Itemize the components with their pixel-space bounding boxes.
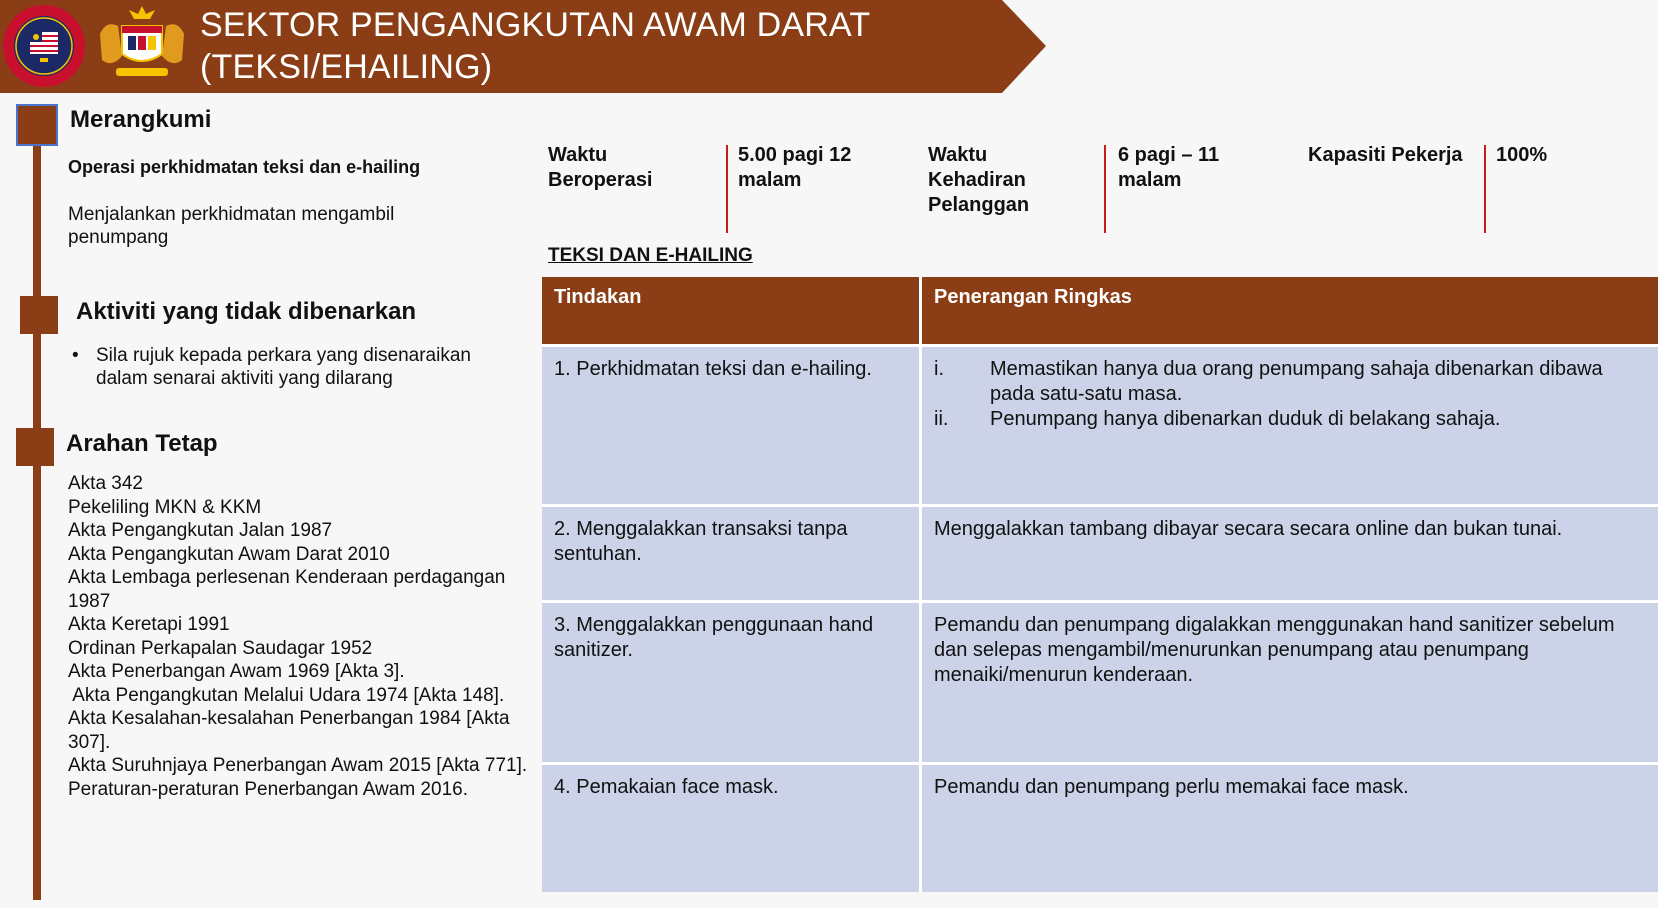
malaysia-coat-of-arms-icon xyxy=(92,4,192,84)
header-penerangan: Penerangan Ringkas xyxy=(922,277,1658,344)
header-tindakan: Tindakan xyxy=(542,277,922,344)
list-item xyxy=(934,407,1646,432)
divider xyxy=(1104,145,1106,233)
page-title: SEKTOR PENGANGKUTAN AWAM DARAT (TEKSI/EHAILING) xyxy=(200,6,871,86)
arahan-item: Akta Pengangkutan Melalui Udara 1974 [Akta 148]. xyxy=(68,684,505,706)
waktu-beroperasi-value: 5.00 pagi 12 malam xyxy=(738,144,852,191)
timeline-marker-arahan xyxy=(16,428,54,466)
table-row xyxy=(542,347,1658,507)
arahan-item: Akta Pengangkutan Jalan 1987 xyxy=(68,520,333,541)
section-title: TEKSI DAN E-HAILING xyxy=(548,245,753,266)
arahan-item: Akta Lembaga perlesenan Kenderaan perdagangan 1987 xyxy=(68,567,506,612)
arahan-item: Akta Pengangkutan Awam Darat 2010 xyxy=(68,543,390,565)
action-cell: 2. Menggalakkan transaksi tanpa sentuhan. xyxy=(542,507,922,600)
timeline-marker-merangkumi xyxy=(18,106,56,144)
arahan-item: Akta Penerbangan Awam 1969 [Akta 3]. xyxy=(68,661,405,682)
action-cell: 3. Menggalakkan penggunaan hand sanitizer. xyxy=(542,603,922,762)
item-text: Memastikan hanya dua orang penumpang sahaja dibenarkan dibawa pada satu-satu masa. xyxy=(990,358,1603,405)
aktiviti-list xyxy=(68,344,508,390)
arahan-item: Ordinan Perkapalan Saudagar 1952 xyxy=(68,637,373,659)
table-row xyxy=(542,603,1658,765)
table-header-row xyxy=(542,277,1658,347)
item-text: Penumpang hanya dibenarkan duduk di belakang sahaja. xyxy=(990,408,1501,430)
action-cell: 4. Pemakaian face mask. xyxy=(542,765,922,892)
arahan-item: Akta Keretapi 1991 xyxy=(68,614,230,635)
desc-cell: Menggalakkan tambang dibayar secara secara online dan bukan tunai. xyxy=(922,507,1658,600)
nsc-seal-icon xyxy=(2,4,86,88)
timeline-marker-aktiviti xyxy=(20,296,58,334)
arahan-item: Akta Kesalahan-kesalahan Penerbangan 1984 [Akta 307]. xyxy=(68,708,510,753)
timeline-line xyxy=(33,120,41,900)
action-table xyxy=(542,277,1658,892)
arahan-heading: Arahan Tetap xyxy=(66,430,218,457)
item-number: ii. xyxy=(934,408,949,430)
merangkumi-subtitle: Operasi perkhidmatan teksi dan e-hailing xyxy=(68,157,421,177)
kapasiti-value: 100% xyxy=(1496,144,1548,166)
divider xyxy=(1484,145,1486,233)
desc-cell: Pemandu dan penumpang perlu memakai face mask. xyxy=(922,765,1658,892)
aktiviti-heading: Aktiviti yang tidak dibenarkan xyxy=(76,298,417,325)
merangkumi-description: Menjalankan perkhidmatan mengambil penumpang xyxy=(68,204,395,248)
list-item xyxy=(934,357,1646,407)
arahan-item: Pekeliling MKN & KKM xyxy=(68,496,262,518)
desc-cell: Pemandu dan penumpang digalakkan menggunakan hand sanitizer sebelum dan selepas mengambil/menurunkan penumpang atau penumpang menaiki/menurun kenderaan. xyxy=(922,603,1658,762)
merangkumi-heading: Merangkumi xyxy=(70,106,212,133)
waktu-kehadiran-value: 6 pagi – 11 malam xyxy=(1118,144,1220,191)
arahan-item: Peraturan-peraturan Penerbangan Awam 2016. xyxy=(68,778,468,800)
divider xyxy=(726,145,728,233)
table-row xyxy=(542,507,1658,603)
table-row xyxy=(542,765,1658,892)
action-cell: 1. Perkhidmatan teksi dan e-hailing. xyxy=(542,347,922,504)
desc-cell xyxy=(922,347,1658,504)
waktu-beroperasi-label: Waktu Beroperasi xyxy=(548,144,653,191)
item-number: i. xyxy=(934,358,944,380)
arahan-list xyxy=(68,472,538,801)
aktiviti-bullet: • Sila rujuk kepada perkara yang disenaraikan dalam senarai aktiviti yang dilarang xyxy=(68,344,508,390)
kapasiti-label: Kapasiti Pekerja xyxy=(1308,144,1463,166)
arahan-item: Akta 342 xyxy=(68,473,143,494)
header-banner xyxy=(0,0,1050,93)
waktu-kehadiran-label: Waktu Kehadiran Pelanggan xyxy=(928,144,1030,216)
arahan-item: Akta Suruhnjaya Penerbangan Awam 2015 [Akta 771]. xyxy=(68,755,528,776)
